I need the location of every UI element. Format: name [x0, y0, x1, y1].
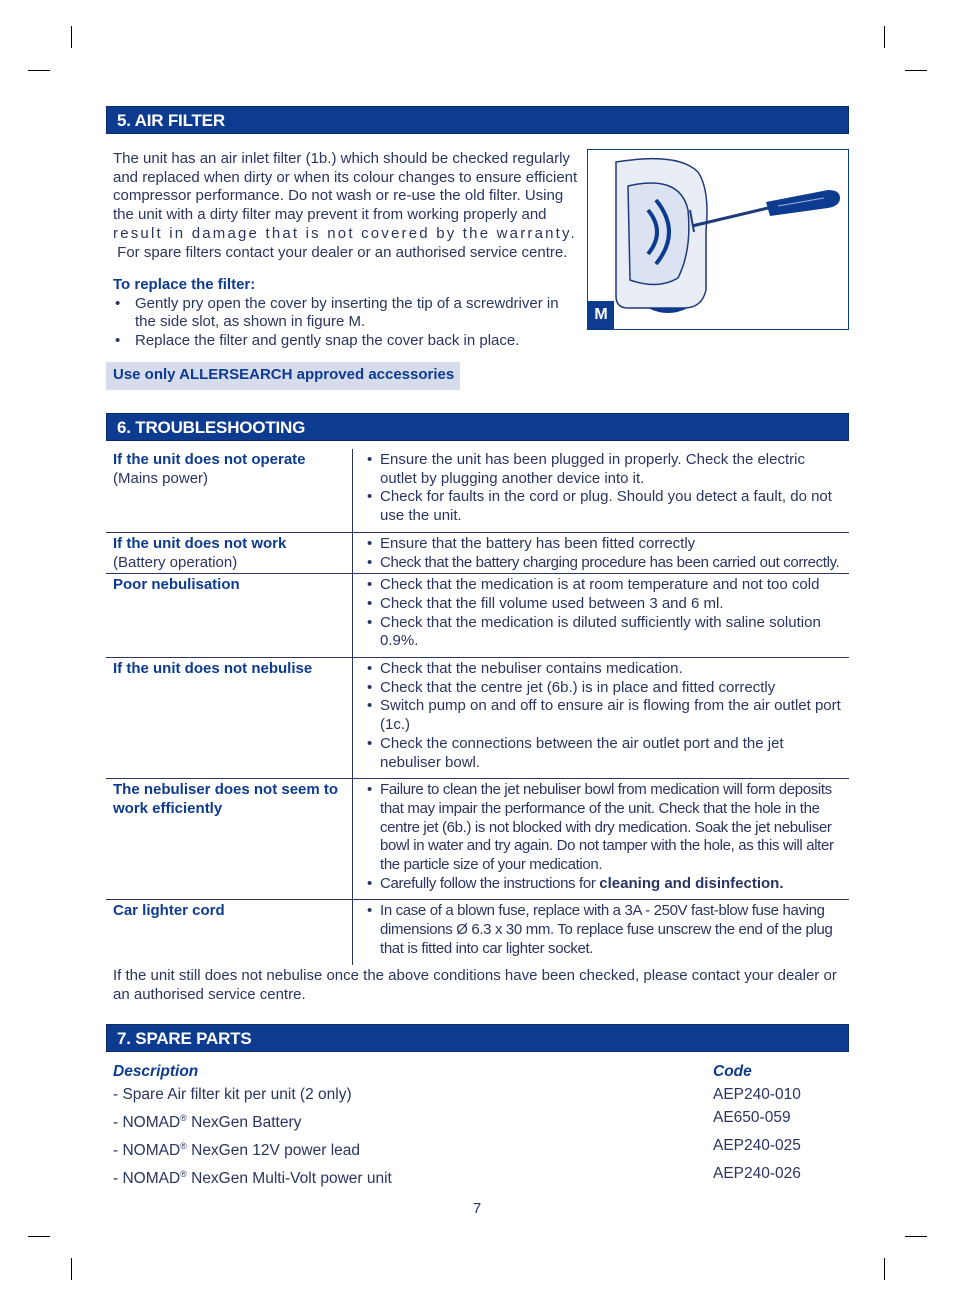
- parts-header-row: [113, 1061, 813, 1084]
- figure-m: [587, 149, 849, 330]
- intro-line: the unit with a dirty filter may prevent it from working properly and: [113, 206, 547, 224]
- solution-cell: [353, 532, 850, 573]
- solution-item: • Check that the nebuliser contains medication.: [367, 660, 845, 679]
- crop-mark: [884, 1258, 885, 1280]
- part-description: [113, 1084, 713, 1107]
- crop-mark: [905, 1236, 927, 1237]
- code-header: Code: [713, 1063, 752, 1080]
- solution-cell: [353, 449, 850, 532]
- solution-item: • Ensure that the battery has been fitted correctly: [367, 535, 845, 554]
- figure-label: M: [588, 301, 614, 329]
- part-name: - Spare Air filter kit per unit (2 only): [113, 1085, 352, 1103]
- list-item: [113, 1084, 813, 1107]
- part-name: - NOMAD: [113, 1113, 181, 1131]
- part-name: - NOMAD: [113, 1141, 181, 1159]
- intro-line: For spare filters contact your dealer or an authorised service centre.: [113, 243, 568, 261]
- description-header: Description: [113, 1063, 199, 1080]
- section-header-spare-parts: [106, 1024, 849, 1052]
- table-row: [106, 449, 849, 532]
- accessories-note-text: Use only ALLERSEARCH approved accessories: [113, 366, 455, 383]
- problem-cell: [106, 900, 353, 965]
- part-name-suffix: NexGen Battery: [186, 1113, 302, 1131]
- registered-mark: ®: [180, 1168, 187, 1179]
- part-description: [113, 1163, 713, 1191]
- solution-item: [367, 875, 845, 894]
- air-filter-intro: [113, 150, 583, 262]
- solution-item: • Check that the centre jet (6b.) is in place and fitted correctly: [367, 679, 845, 698]
- replace-filter-title: To replace the filter:: [113, 276, 256, 293]
- section-header-troubleshooting: [106, 413, 849, 441]
- spare-parts-list: [113, 1061, 813, 1190]
- table-row: [106, 658, 849, 779]
- registered-mark: ®: [180, 1140, 187, 1151]
- part-code: AEP240-025: [713, 1136, 801, 1154]
- intro-line: result in damage that is not covered by the warranty.: [113, 224, 578, 242]
- intro-line: compressor performance. Do not wash or re-use the old filter. Using: [113, 187, 564, 205]
- problem-title: The nebuliser does not seem to work efficiently: [113, 781, 339, 817]
- section-title: 5. AIR FILTER: [117, 111, 225, 130]
- section-header-air-filter: [106, 106, 849, 134]
- section-title: 6. TROUBLESHOOTING: [117, 418, 306, 437]
- solution-cell: [353, 779, 850, 900]
- section-title: 7. SPARE PARTS: [117, 1029, 252, 1048]
- solution-item: • Check that the fill volume used between 3 and 6 ml.: [367, 595, 845, 614]
- table-row: [106, 900, 849, 965]
- accessories-note: [106, 362, 460, 390]
- problem-title: Car lighter cord: [113, 902, 225, 920]
- solution-item: • Check that the medication is diluted sufficiently with saline solution 0.9%.: [367, 614, 845, 651]
- solution-item: • Failure to clean the jet nebuliser bowl from medication will form deposits that may impair the performance of the unit. Check that the hole in the centre jet (6b.) is not blocked with dry medication. Soak the jet nebuliser bowl in water and try again. Do not tamper with the hole, as this will alter the particle size of your medication.: [367, 781, 845, 875]
- troubleshooting-footer: If the unit still does not nebulise once the above conditions have been checked, please contact your dealer or an authorised service centre.: [113, 967, 837, 1003]
- part-name: - NOMAD: [113, 1169, 181, 1187]
- intro-line: and replaced when dirty or when its colour changes to ensure efficient: [113, 168, 578, 186]
- solution-item: • Ensure the unit has been plugged in properly. Check the electric outlet by plugging another device into it.: [367, 451, 845, 488]
- solution-item: • Check that the medication is at room temperature and not too cold: [367, 576, 845, 595]
- registered-mark: ®: [180, 1112, 187, 1123]
- step-item: • Replace the filter and gently snap the cover back in place.: [113, 332, 583, 351]
- solution-cell: [353, 574, 850, 658]
- replace-filter-block: [113, 276, 583, 351]
- solution-text: Carefully follow the instructions for: [380, 874, 600, 892]
- crop-mark: [905, 70, 927, 71]
- part-name-suffix: NexGen Multi-Volt power unit: [186, 1169, 392, 1187]
- solution-item: • In case of a blown fuse, replace with a 3A - 250V fast-blow fuse having dimensions Ø 6.3 x 30 mm. To replace fuse unscrew the end of the plug that is fitted into car lighter socket.: [367, 902, 845, 958]
- step-item: • Gently pry open the cover by inserting the tip of a screwdriver in the side slot, as shown in figure M.: [113, 295, 583, 332]
- table-row: [106, 532, 849, 573]
- table-row: [106, 779, 849, 900]
- crop-mark: [71, 26, 72, 48]
- problem-title: If the unit does not operate: [113, 451, 306, 468]
- part-code: AE650-059: [713, 1108, 791, 1126]
- crop-mark: [71, 1258, 72, 1280]
- solution-item: • Switch pump on and off to ensure air is flowing from the air outlet port (1c.): [367, 697, 845, 734]
- problem-detail: (Battery operation): [113, 553, 238, 571]
- solution-item: • Check for faults in the cord or plug. Should you detect a fault, do not use the unit.: [367, 488, 845, 525]
- solution-cell: [353, 658, 850, 779]
- part-code: AEP240-026: [713, 1164, 801, 1182]
- part-description: [113, 1107, 713, 1135]
- part-description: [113, 1135, 713, 1163]
- list-item: [113, 1163, 813, 1191]
- list-item: [113, 1107, 813, 1135]
- solution-cell: [353, 900, 850, 965]
- problem-cell: [106, 449, 353, 532]
- unit-screwdriver-illustration: [588, 150, 848, 329]
- replace-steps: [113, 295, 583, 351]
- problem-cell: [106, 779, 353, 900]
- page-number: 7: [472, 1200, 482, 1217]
- part-name-suffix: NexGen 12V power lead: [186, 1141, 360, 1159]
- problem-detail: (Mains power): [113, 469, 209, 487]
- problem-cell: [106, 658, 353, 779]
- problem-title: If the unit does not work: [113, 534, 287, 552]
- problem-cell: [106, 532, 353, 573]
- list-item: [113, 1135, 813, 1163]
- solution-item: • Check that the battery charging procedure has been carried out correctly.: [367, 554, 845, 573]
- cleaning-reference: cleaning and disinfection.: [599, 874, 784, 892]
- solution-item: • Check the connections between the air outlet port and the jet nebuliser bowl.: [367, 735, 845, 772]
- intro-line: The unit has an air inlet filter (1b.) which should be checked regularly: [113, 150, 570, 167]
- crop-mark: [28, 70, 50, 71]
- problem-cell: [106, 574, 353, 658]
- troubleshooting-table: [106, 449, 849, 965]
- table-row: [106, 574, 849, 658]
- crop-mark: [28, 1236, 50, 1237]
- crop-mark: [884, 26, 885, 48]
- problem-title: Poor nebulisation: [113, 576, 240, 594]
- problem-title: If the unit does not nebulise: [113, 660, 313, 678]
- part-code: AEP240-010: [713, 1085, 801, 1103]
